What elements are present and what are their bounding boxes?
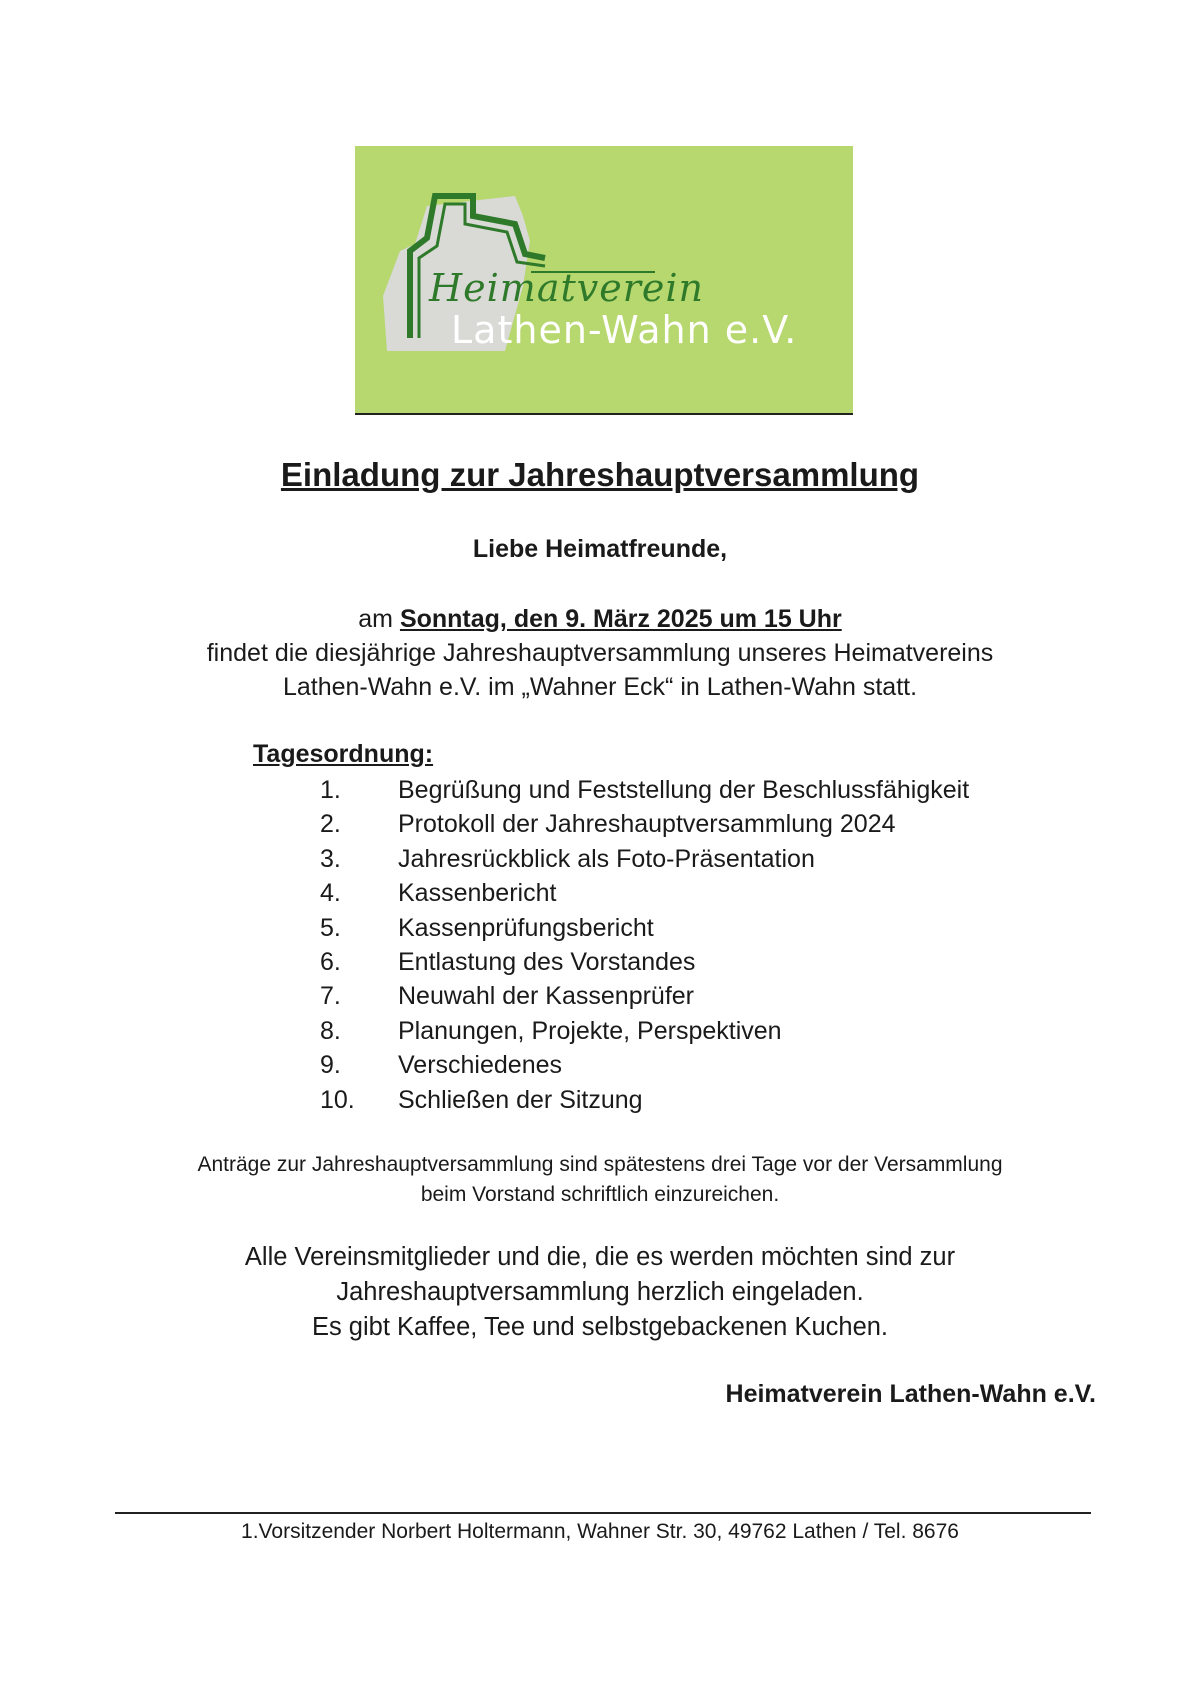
intro-paragraph [0, 602, 1200, 704]
agenda-item-text: Planungen, Projekte, Perspektiven [398, 1016, 782, 1045]
page-title: Einladung zur Jahreshauptversammlung [280, 456, 920, 493]
agenda-item-text: Jahresrückblick als Foto-Präsentation [398, 844, 815, 873]
intro-line-2: findet die diesjährige Jahreshauptversammlung unseres Heimatvereins [206, 639, 994, 667]
club-logo [355, 146, 853, 414]
footer-contact: 1.Vorsitzender Norbert Holtermann, Wahner Str. 30, 49762 Lathen / Tel. 8676 [241, 1520, 959, 1543]
agenda-item [320, 1083, 969, 1117]
welcome-line-3: Es gibt Kaffee, Tee und selbstgebackenen Kuchen. [311, 1313, 889, 1341]
motions-note-line-1: Anträge zur Jahreshauptversammlung sind spätestens drei Tage vor der Versammlung [197, 1153, 1003, 1176]
logo-text-heimatverein: Heimatverein [429, 266, 704, 310]
agenda-item-number: 10. [320, 1085, 355, 1114]
intro-line-1 [0, 602, 1200, 636]
agenda-item-text: Protokoll der Jahreshauptversammlung 2024 [398, 810, 896, 839]
motions-note-line-2: beim Vorstand schriftlich einzureichen. [420, 1183, 780, 1206]
intro-line-3: Lathen-Wahn e.V. im „Wahner Eck“ in Lathen-Wahn statt. [282, 673, 918, 701]
agenda-item-number: 7. [320, 982, 341, 1011]
welcome-line-2: Jahreshauptversammlung herzlich eingeladen. [336, 1278, 864, 1306]
agenda-item-text: Neuwahl der Kassenprüfer [398, 982, 694, 1011]
agenda-item-number: 6. [320, 947, 341, 976]
agenda-item [320, 807, 969, 841]
agenda-item [320, 945, 969, 979]
greeting: Liebe Heimatfreunde, [472, 535, 728, 563]
agenda-item-number: 1. [320, 776, 341, 804]
agenda-item-text: Kassenbericht [398, 879, 557, 908]
agenda-item [320, 876, 969, 910]
agenda-heading: Tagesordnung: [253, 740, 434, 768]
agenda-item-text: Schließen der Sitzung [398, 1085, 643, 1114]
agenda-item [320, 1014, 969, 1048]
agenda-item [320, 911, 969, 945]
signature: Heimatverein Lathen-Wahn e.V. [725, 1380, 1096, 1408]
agenda-item-text: Entlastung des Vorstandes [398, 947, 696, 976]
agenda-item-text: Begrüßung und Feststellung der Beschlussfähigkeit [398, 776, 970, 804]
agenda-item-text: Verschiedenes [398, 1051, 563, 1080]
agenda-item-number: 3. [320, 844, 341, 873]
motions-note [0, 1150, 1200, 1210]
welcome-line-1: Alle Vereinsmitglieder und die, die es werden möchten sind zur [244, 1243, 956, 1271]
agenda-item-number: 5. [320, 913, 341, 942]
agenda-item [320, 979, 969, 1013]
welcome-paragraph [0, 1240, 1200, 1345]
footer-divider [115, 1512, 1091, 1514]
agenda-item [320, 842, 969, 876]
agenda-item-number: 4. [320, 879, 341, 908]
logo-text-lathen-wahn: Lathen-Wahn e.V. [451, 308, 798, 352]
agenda-item [320, 1048, 969, 1082]
agenda-item-number: 9. [320, 1051, 341, 1080]
agenda-item [320, 773, 969, 807]
agenda-list [320, 773, 969, 1117]
agenda-item-text: Kassenprüfungsbericht [398, 913, 654, 942]
logo-divider [355, 413, 853, 415]
agenda-item-number: 8. [320, 1016, 341, 1045]
meeting-date: Sonntag, den 9. März 2025 um 15 Uhr [399, 605, 842, 633]
agenda-item-number: 2. [320, 810, 341, 839]
intro-prefix: am [358, 605, 400, 633]
